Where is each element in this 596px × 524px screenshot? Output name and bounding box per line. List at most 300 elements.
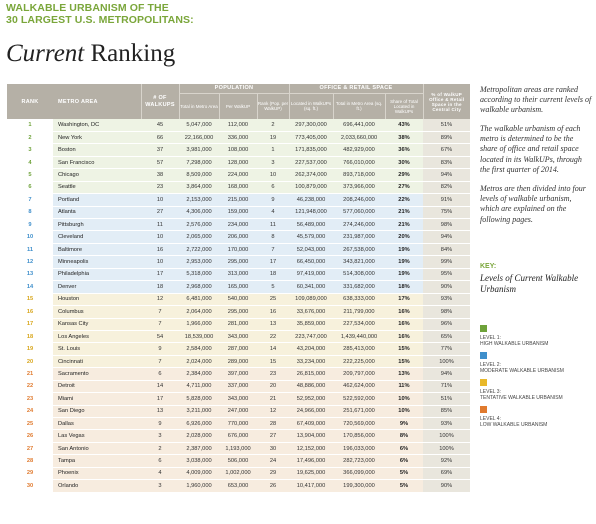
cell-walkups: 3 (141, 480, 179, 492)
cell-central-city: 96% (423, 318, 470, 330)
cell-metro: Denver (53, 281, 141, 293)
cell-pop-per: 206,000 (219, 231, 257, 243)
col-metro: METRO AREA (53, 84, 141, 119)
cell-central-city: 90% (423, 480, 470, 492)
cell-central-city: 71% (423, 380, 470, 392)
cell-central-city: 51% (423, 119, 470, 131)
cell-rank: 27 (7, 442, 53, 454)
col-pop-rank: Rank (Pop. per WalkUP) (257, 93, 289, 119)
cell-office-located: 17,496,000 (289, 455, 333, 467)
cell-office-total: 208,246,000 (333, 194, 385, 206)
cell-office-total: 720,569,000 (333, 418, 385, 430)
cell-pop-rank: 5 (257, 281, 289, 293)
cell-share: 17% (385, 293, 423, 305)
col-rank: RANK (7, 84, 53, 119)
cell-central-city: 100% (423, 355, 470, 367)
legend-swatch-2 (480, 352, 487, 359)
cell-pop-per: 343,000 (219, 393, 257, 405)
cell-office-located: 60,341,000 (289, 281, 333, 293)
legend-level-1-num: LEVEL 1: (480, 335, 501, 341)
cell-metro: Kansas City (53, 318, 141, 330)
cell-rank: 10 (7, 231, 53, 243)
cell-pop-total: 18,539,000 (179, 330, 219, 342)
cell-office-total: 227,534,000 (333, 318, 385, 330)
cell-pop-per: 215,000 (219, 194, 257, 206)
cell-metro: St. Louis (53, 343, 141, 355)
cell-office-located: 223,747,000 (289, 330, 333, 342)
table-row (7, 355, 470, 367)
col-walkups: # OF WALKUPS (141, 84, 179, 119)
cell-metro: Pittsburgh (53, 219, 141, 231)
cell-walkups: 10 (141, 256, 179, 268)
cell-metro: San Diego (53, 405, 141, 417)
cell-office-total: 209,797,000 (333, 368, 385, 380)
cell-office-located: 43,204,000 (289, 343, 333, 355)
cell-rank: 30 (7, 480, 53, 492)
cell-pop-rank: 26 (257, 480, 289, 492)
ranking-table (7, 84, 470, 493)
cell-pop-total: 2,968,000 (179, 281, 219, 293)
cell-central-city: 75% (423, 206, 470, 218)
cell-office-total: 343,821,000 (333, 256, 385, 268)
cell-pop-per: 247,000 (219, 405, 257, 417)
cell-central-city: 67% (423, 144, 470, 156)
cell-office-total: 696,441,000 (333, 119, 385, 131)
cell-rank: 4 (7, 156, 53, 168)
cell-office-located: 45,579,000 (289, 231, 333, 243)
cell-walkups: 54 (141, 330, 179, 342)
cell-rank: 28 (7, 455, 53, 467)
col-group-population: POPULATION (179, 84, 289, 93)
cell-pop-per: 234,000 (219, 219, 257, 231)
cell-office-located: 13,904,000 (289, 430, 333, 442)
cell-metro: Cleveland (53, 231, 141, 243)
cell-pop-per: 165,000 (219, 281, 257, 293)
cell-share: 6% (385, 455, 423, 467)
cell-rank: 26 (7, 430, 53, 442)
table-row (7, 330, 470, 342)
cell-central-city: 85% (423, 405, 470, 417)
legend-level-2 (480, 352, 592, 374)
cell-office-located: 26,815,000 (289, 368, 333, 380)
cell-pop-rank: 15 (257, 355, 289, 367)
table-row (7, 455, 470, 467)
cell-pop-total: 2,722,000 (179, 243, 219, 255)
cell-central-city: 93% (423, 293, 470, 305)
cell-pop-rank: 22 (257, 330, 289, 342)
cell-office-located: 33,234,000 (289, 355, 333, 367)
legend-level-3-num: LEVEL 3: (480, 389, 501, 395)
col-off-located: Located in WalkUPs (sq. ft.) (289, 93, 333, 119)
cell-pop-rank: 29 (257, 467, 289, 479)
cell-pop-rank: 21 (257, 393, 289, 405)
cell-pop-per: 343,000 (219, 330, 257, 342)
cell-central-city: 95% (423, 268, 470, 280)
cell-walkups: 12 (141, 293, 179, 305)
legend-level-4-desc: LOW WALKABLE URBANISM (480, 422, 548, 428)
cell-pop-total: 5,047,000 (179, 119, 219, 131)
cell-central-city: 82% (423, 181, 470, 193)
cell-rank: 16 (7, 306, 53, 318)
cell-walkups: 10 (141, 231, 179, 243)
cell-share: 5% (385, 467, 423, 479)
cell-rank: 25 (7, 418, 53, 430)
cell-office-total: 231,987,000 (333, 231, 385, 243)
cell-pop-total: 6,926,000 (179, 418, 219, 430)
cell-metro: Portland (53, 194, 141, 206)
cell-pop-per: 128,000 (219, 156, 257, 168)
cell-share: 5% (385, 480, 423, 492)
table-row (7, 368, 470, 380)
col-pop-per: Per WalkUP (219, 93, 257, 119)
cell-rank: 23 (7, 393, 53, 405)
cell-office-total: 1,439,440,000 (333, 330, 385, 342)
cell-walkups: 7 (141, 318, 179, 330)
cell-pop-per: 337,000 (219, 380, 257, 392)
cell-walkups: 7 (141, 355, 179, 367)
cell-pop-total: 22,166,000 (179, 131, 219, 143)
legend-swatch-4 (480, 406, 487, 413)
cell-pop-total: 2,064,000 (179, 306, 219, 318)
cell-pop-total: 3,038,000 (179, 455, 219, 467)
cell-central-city: 94% (423, 368, 470, 380)
cell-metro: Baltimore (53, 243, 141, 255)
cell-central-city: 84% (423, 243, 470, 255)
legend-swatch-3 (480, 379, 487, 386)
legend-level-2-num: LEVEL 2: (480, 362, 501, 368)
cell-pop-total: 3,981,000 (179, 144, 219, 156)
cell-pop-total: 2,024,000 (179, 355, 219, 367)
cell-rank: 17 (7, 318, 53, 330)
cell-metro: Las Vegas (53, 430, 141, 442)
cell-share: 10% (385, 393, 423, 405)
cell-metro: Houston (53, 293, 141, 305)
legend-level-3-desc: TENTATIVE WALKABLE URBANISM (480, 395, 563, 401)
cell-office-located: 33,676,000 (289, 306, 333, 318)
cell-office-total: 577,060,000 (333, 206, 385, 218)
cell-pop-rank: 28 (257, 418, 289, 430)
table-row (7, 306, 470, 318)
cell-walkups: 16 (141, 243, 179, 255)
table-row (7, 380, 470, 392)
table-row (7, 181, 470, 193)
cell-pop-per: 287,000 (219, 343, 257, 355)
table-row (7, 318, 470, 330)
cell-pop-rank: 13 (257, 318, 289, 330)
cell-office-located: 56,489,000 (289, 219, 333, 231)
table-row (7, 194, 470, 206)
cell-share: 13% (385, 368, 423, 380)
cell-pop-total: 2,953,000 (179, 256, 219, 268)
cell-walkups: 23 (141, 181, 179, 193)
cell-walkups: 13 (141, 405, 179, 417)
cell-pop-per: 540,000 (219, 293, 257, 305)
cell-metro: Atlanta (53, 206, 141, 218)
table-row (7, 156, 470, 168)
cell-pop-per: 295,000 (219, 256, 257, 268)
cell-office-total: 170,856,000 (333, 430, 385, 442)
legend-level-1 (480, 325, 592, 347)
cell-pop-per: 1,002,000 (219, 467, 257, 479)
cell-share: 29% (385, 169, 423, 181)
cell-office-total: 285,413,000 (333, 343, 385, 355)
legend-level-4 (480, 406, 592, 428)
cell-metro: Los Angeles (53, 330, 141, 342)
cell-share: 8% (385, 430, 423, 442)
table-row (7, 131, 470, 143)
table-row (7, 219, 470, 231)
cell-pop-rank: 24 (257, 455, 289, 467)
cell-central-city: 92% (423, 455, 470, 467)
col-pop-total: Total in Metro Area (179, 93, 219, 119)
cell-pop-per: 770,000 (219, 418, 257, 430)
cell-central-city: 94% (423, 231, 470, 243)
cell-pop-total: 6,481,000 (179, 293, 219, 305)
cell-walkups: 10 (141, 194, 179, 206)
legend-swatch-1 (480, 325, 487, 332)
cell-pop-rank: 9 (257, 194, 289, 206)
cell-office-total: 638,333,000 (333, 293, 385, 305)
cell-central-city: 98% (423, 219, 470, 231)
sidebar-paragraph-1: Metropolitan areas are ranked according to their current levels of walkable urbanism. (480, 85, 592, 115)
cell-office-located: 12,152,000 (289, 442, 333, 454)
legend-level-2-desc: MODERATE WALKABLE URBANISM (480, 368, 564, 374)
cell-share: 19% (385, 268, 423, 280)
cell-walkups: 27 (141, 206, 179, 218)
cell-metro: Miami (53, 393, 141, 405)
legend-level-1-desc: HIGH WALKABLE URBANISM (480, 341, 549, 347)
cell-office-total: 267,538,000 (333, 243, 385, 255)
header-line-1: WALKABLE URBANISM OF THE (6, 2, 169, 14)
cell-rank: 7 (7, 194, 53, 206)
cell-pop-total: 2,584,000 (179, 343, 219, 355)
table-row (7, 393, 470, 405)
cell-office-total: 331,682,000 (333, 281, 385, 293)
cell-share: 21% (385, 206, 423, 218)
cell-walkups: 2 (141, 442, 179, 454)
cell-pop-total: 5,828,000 (179, 393, 219, 405)
cell-pop-rank: 19 (257, 131, 289, 143)
cell-pop-rank: 23 (257, 368, 289, 380)
cell-pop-total: 4,711,000 (179, 380, 219, 392)
cell-pop-per: 676,000 (219, 430, 257, 442)
cell-office-total: 482,929,000 (333, 144, 385, 156)
cell-office-total: 199,300,000 (333, 480, 385, 492)
cell-share: 21% (385, 219, 423, 231)
cell-rank: 19 (7, 343, 53, 355)
cell-office-total: 522,592,000 (333, 393, 385, 405)
cell-metro: Philadelphia (53, 268, 141, 280)
cell-metro: Columbus (53, 306, 141, 318)
cell-office-located: 10,417,000 (289, 480, 333, 492)
table-row (7, 256, 470, 268)
cell-pop-per: 159,000 (219, 206, 257, 218)
ranking-table-body (7, 119, 470, 492)
cell-walkups: 17 (141, 393, 179, 405)
legend-level-3 (480, 379, 592, 401)
cell-pop-per: 289,000 (219, 355, 257, 367)
table-row (7, 418, 470, 430)
cell-office-total: 211,799,000 (333, 306, 385, 318)
cell-rank: 1 (7, 119, 53, 131)
cell-pop-per: 112,000 (219, 119, 257, 131)
cell-walkups: 66 (141, 131, 179, 143)
cell-rank: 3 (7, 144, 53, 156)
cell-metro: Tampa (53, 455, 141, 467)
header-subtitle (6, 3, 194, 26)
cell-pop-total: 2,065,000 (179, 231, 219, 243)
cell-share: 16% (385, 306, 423, 318)
cell-office-total: 282,723,000 (333, 455, 385, 467)
cell-rank: 18 (7, 330, 53, 342)
cell-office-located: 48,886,000 (289, 380, 333, 392)
cell-share: 38% (385, 131, 423, 143)
cell-metro: Chicago (53, 169, 141, 181)
cell-rank: 13 (7, 268, 53, 280)
cell-pop-total: 8,509,000 (179, 169, 219, 181)
legend-level-4-num: LEVEL 4: (480, 416, 501, 422)
cell-pop-rank: 17 (257, 256, 289, 268)
cell-walkups: 6 (141, 455, 179, 467)
cell-pop-rank: 6 (257, 181, 289, 193)
cell-pop-total: 2,153,000 (179, 194, 219, 206)
cell-central-city: 69% (423, 467, 470, 479)
cell-pop-total: 2,028,000 (179, 430, 219, 442)
table-row (7, 144, 470, 156)
cell-office-located: 773,405,000 (289, 131, 333, 143)
table-row (7, 343, 470, 355)
cell-metro: Dallas (53, 418, 141, 430)
cell-pop-total: 1,960,000 (179, 480, 219, 492)
table-row (7, 467, 470, 479)
cell-share: 27% (385, 181, 423, 193)
table-row (7, 442, 470, 454)
cell-metro: Detroit (53, 380, 141, 392)
cell-rank: 12 (7, 256, 53, 268)
cell-office-located: 52,043,000 (289, 243, 333, 255)
cell-metro: Cincinnati (53, 355, 141, 367)
sidebar-paragraph-2: The walkable urbanism of each metro is determined to be the share of office and retail space located in its WalkUPs, through the first quarter of 2014. (480, 124, 582, 174)
cell-pop-per: 170,000 (219, 243, 257, 255)
cell-share: 19% (385, 243, 423, 255)
cell-share: 22% (385, 194, 423, 206)
cell-office-located: 297,300,000 (289, 119, 333, 131)
cell-walkups: 14 (141, 380, 179, 392)
cell-central-city: 91% (423, 194, 470, 206)
cell-pop-rank: 14 (257, 343, 289, 355)
cell-pop-rank: 1 (257, 144, 289, 156)
cell-office-total: 766,010,000 (333, 156, 385, 168)
cell-share: 11% (385, 380, 423, 392)
cell-rank: 24 (7, 405, 53, 417)
cell-pop-per: 224,000 (219, 169, 257, 181)
cell-central-city: 94% (423, 169, 470, 181)
cell-pop-rank: 18 (257, 268, 289, 280)
cell-share: 16% (385, 330, 423, 342)
cell-office-total: 462,624,000 (333, 380, 385, 392)
cell-walkups: 9 (141, 418, 179, 430)
cell-office-located: 19,625,000 (289, 467, 333, 479)
cell-rank: 8 (7, 206, 53, 218)
cell-pop-total: 7,298,000 (179, 156, 219, 168)
table-row (7, 268, 470, 280)
page-title-italic: Current (6, 40, 85, 67)
cell-metro: Boston (53, 144, 141, 156)
cell-office-located: 97,419,000 (289, 268, 333, 280)
cell-rank: 21 (7, 368, 53, 380)
cell-share: 36% (385, 144, 423, 156)
cell-office-total: 251,671,000 (333, 405, 385, 417)
cell-share: 16% (385, 318, 423, 330)
cell-central-city: 100% (423, 442, 470, 454)
cell-office-total: 893,718,000 (333, 169, 385, 181)
cell-walkups: 11 (141, 219, 179, 231)
cell-rank: 20 (7, 355, 53, 367)
cell-share: 20% (385, 231, 423, 243)
cell-share: 18% (385, 281, 423, 293)
cell-metro: Phoenix (53, 467, 141, 479)
key-title: Levels of Current Walkable Urbanism (480, 273, 579, 294)
cell-rank: 22 (7, 380, 53, 392)
cell-rank: 2 (7, 131, 53, 143)
cell-pop-rank: 4 (257, 206, 289, 218)
cell-office-located: 46,238,000 (289, 194, 333, 206)
cell-office-located: 24,966,000 (289, 405, 333, 417)
cell-pop-per: 281,000 (219, 318, 257, 330)
cell-rank: 14 (7, 281, 53, 293)
cell-pop-per: 506,000 (219, 455, 257, 467)
cell-walkups: 4 (141, 467, 179, 479)
cell-office-total: 2,033,660,000 (333, 131, 385, 143)
cell-central-city: 83% (423, 156, 470, 168)
cell-walkups: 18 (141, 281, 179, 293)
cell-pop-rank: 11 (257, 219, 289, 231)
table-row (7, 480, 470, 492)
table-row (7, 119, 470, 131)
table-row (7, 405, 470, 417)
col-share: Share of Total Located in WalkUPs (385, 93, 423, 119)
cell-office-located: 67,409,000 (289, 418, 333, 430)
cell-metro: Minneapolis (53, 256, 141, 268)
cell-office-located: 100,879,000 (289, 181, 333, 193)
cell-share: 30% (385, 156, 423, 168)
cell-pop-total: 1,966,000 (179, 318, 219, 330)
cell-pop-per: 336,000 (219, 131, 257, 143)
cell-pop-total: 2,387,000 (179, 442, 219, 454)
cell-metro: San Francisco (53, 156, 141, 168)
cell-walkups: 17 (141, 268, 179, 280)
cell-share: 9% (385, 418, 423, 430)
cell-pop-rank: 3 (257, 156, 289, 168)
table-row (7, 293, 470, 305)
cell-office-located: 227,537,000 (289, 156, 333, 168)
cell-metro: Orlando (53, 480, 141, 492)
cell-pop-rank: 7 (257, 243, 289, 255)
cell-walkups: 9 (141, 343, 179, 355)
cell-pop-per: 108,000 (219, 144, 257, 156)
col-central-city: % of WalkUP Office & Retail Space in the Central City (423, 84, 470, 119)
cell-office-total: 222,225,000 (333, 355, 385, 367)
cell-pop-total: 3,211,000 (179, 405, 219, 417)
cell-rank: 9 (7, 219, 53, 231)
cell-central-city: 99% (423, 256, 470, 268)
cell-pop-total: 2,576,000 (179, 219, 219, 231)
table-row (7, 231, 470, 243)
cell-pop-per: 1,193,000 (219, 442, 257, 454)
cell-share: 15% (385, 355, 423, 367)
cell-office-total: 373,966,000 (333, 181, 385, 193)
cell-pop-rank: 2 (257, 119, 289, 131)
